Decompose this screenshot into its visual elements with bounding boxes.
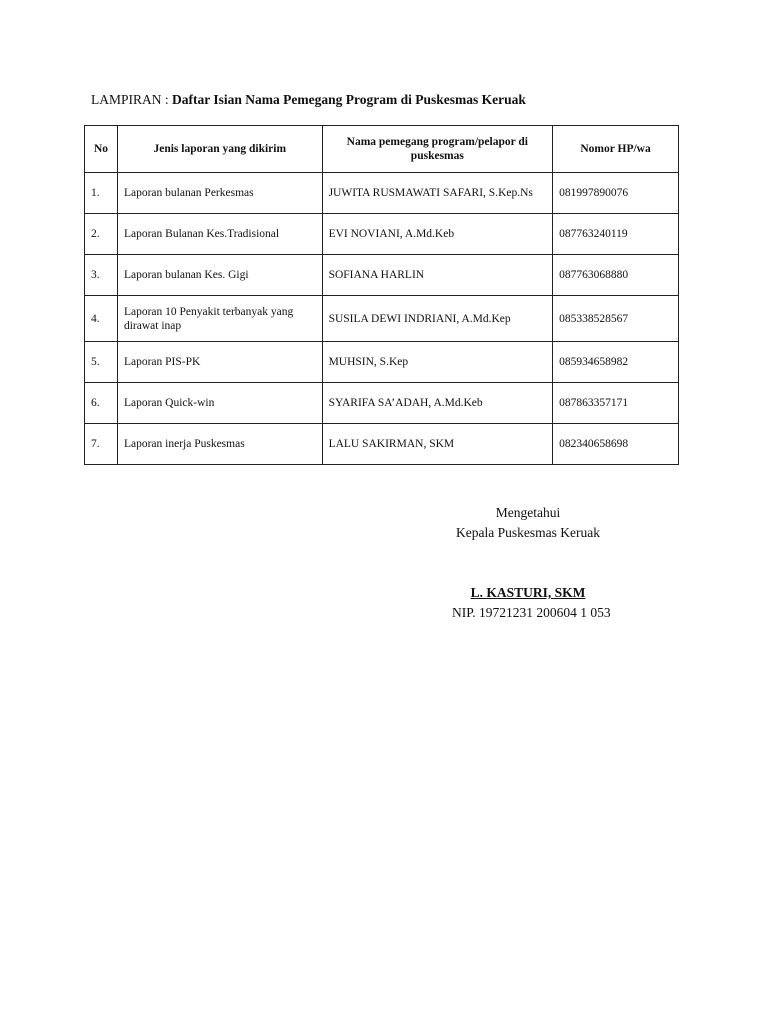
cell-jenis: Laporan inerja Puskesmas: [117, 424, 322, 465]
cell-no: 5.: [85, 342, 118, 383]
table-row: [85, 424, 679, 465]
cell-hp: 085338528567: [553, 296, 679, 342]
cell-no: 6.: [85, 383, 118, 424]
header-jenis-laporan: Jenis laporan yang dikirim: [117, 126, 322, 173]
title-text: Daftar Isian Nama Pemegang Program di Puskesmas Keruak: [168, 92, 526, 107]
cell-jenis: Laporan bulanan Perkesmas: [117, 173, 322, 214]
cell-no: 2.: [85, 214, 118, 255]
cell-no: 1.: [85, 173, 118, 214]
cell-no: 3.: [85, 255, 118, 296]
cell-no: 7.: [85, 424, 118, 465]
table-row: [85, 296, 679, 342]
table-row: [85, 255, 679, 296]
cell-hp: 087763068880: [553, 255, 679, 296]
cell-hp: 087863357171: [553, 383, 679, 424]
program-holder-table: [84, 125, 679, 465]
cell-nama: EVI NOVIANI, A.Md.Keb: [322, 214, 553, 255]
cell-nama: MUHSIN, S.Kep: [322, 342, 553, 383]
signature-mengetahui: Mengetahui: [495, 505, 561, 520]
signatory-nip: NIP. 19721231 200604 1 053: [452, 605, 611, 620]
table-header-row: [85, 126, 679, 173]
cell-hp: 082340658698: [553, 424, 679, 465]
header-nomor-hp: Nomor HP/wa: [553, 126, 679, 173]
title-lead: LAMPIRAN :: [91, 92, 169, 107]
cell-jenis: Laporan PIS-PK: [117, 342, 322, 383]
table-row: [85, 173, 679, 214]
cell-nama: SYARIFA SA’ADAH, A.Md.Keb: [322, 383, 553, 424]
cell-nama: JUWITA RUSMAWATI SAFARI, S.Kep.Ns: [322, 173, 553, 214]
cell-nama: SUSILA DEWI INDRIANI, A.Md.Kep: [322, 296, 553, 342]
cell-hp: 087763240119: [553, 214, 679, 255]
cell-jenis: Laporan 10 Penyakit terbanyak yang dirawat inap: [117, 296, 322, 342]
signature-position: Kepala Puskesmas Keruak: [456, 525, 600, 540]
cell-nama: LALU SAKIRMAN, SKM: [322, 424, 553, 465]
cell-jenis: Laporan Quick-win: [117, 383, 322, 424]
signature-space: [440, 543, 616, 583]
cell-hp: 085934658982: [553, 342, 679, 383]
table-row: [85, 383, 679, 424]
cell-jenis: Laporan bulanan Kes. Gigi: [117, 255, 322, 296]
cell-hp: 081997890076: [553, 173, 679, 214]
header-nama-pemegang: Nama pemegang program/pelapor di puskesmas: [322, 126, 553, 173]
document-title: [91, 92, 526, 108]
cell-nama: SOFIANA HARLIN: [322, 255, 553, 296]
cell-no: 4.: [85, 296, 118, 342]
table-row: [85, 342, 679, 383]
cell-jenis: Laporan Bulanan Kes.Tradisional: [117, 214, 322, 255]
signature-block: [440, 503, 616, 623]
table-row: [85, 214, 679, 255]
header-no: No: [85, 126, 118, 173]
signatory-name: L. KASTURI, SKM: [470, 585, 586, 600]
